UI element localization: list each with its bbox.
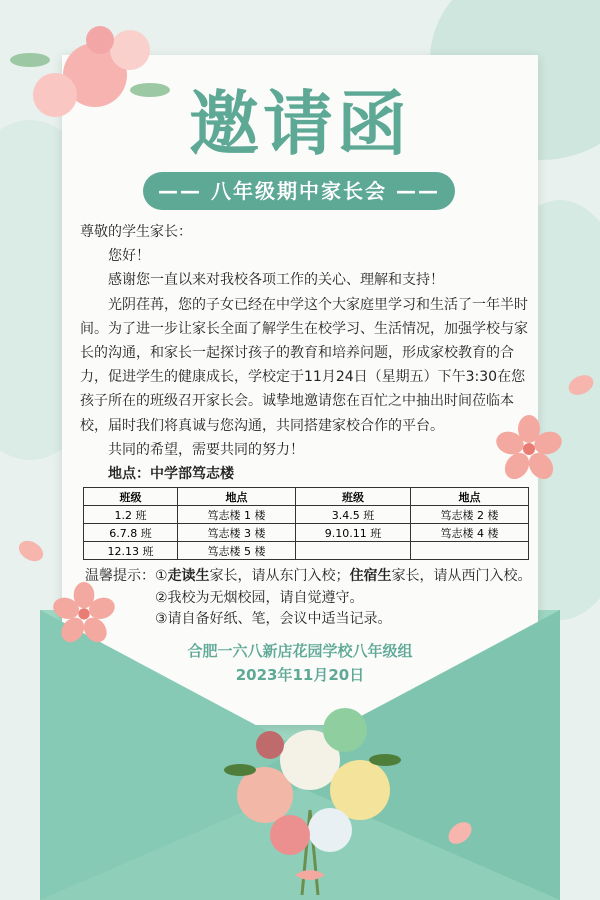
table-header: 地点: [410, 488, 528, 506]
signature: 合肥一六八新店花园学校八年级组: [187, 642, 413, 660]
tip-line-1: [85, 566, 535, 588]
date: 2023年11月20日: [235, 666, 365, 684]
petal-icon: [445, 820, 475, 846]
paragraph: 光阴荏苒，您的子女已经在中学这个大家庭里学习和生活了一年半时间。为了进一步让家长全面了解学生在校学习、生活情况，加强学校与家长的沟通，和家长一起探讨孩子的教育和培养问题，形成家校教育的合力，促进学生的健康成长，学校定于11月24日（星期五）下午3:30在您孩子所在的班级召开家长会。诚挚地邀请您在百忙之中抽出时间莅临本校，届时我们将真诚与您沟通，共同搭建家校合作的平台。: [80, 296, 528, 434]
table-cell: 1.2 班: [84, 506, 178, 524]
tip-emphasis: 走读生: [167, 568, 210, 584]
table-cell: 笃志楼 3 楼: [178, 524, 296, 542]
tip-number: ①: [155, 568, 168, 584]
petal-icon: [566, 372, 596, 398]
subtitle-banner: —— 八年级期中家长会 ——: [143, 172, 455, 210]
greeting: 尊敬的学生家长：: [80, 224, 192, 240]
paragraph: 感谢您一直以来对我校各项工作的关心、理解和支持！: [108, 272, 444, 289]
table-row: [84, 524, 529, 542]
flower-bouquet-icon: [210, 690, 410, 900]
paragraph: 共同的希望，需要共同的努力！: [108, 441, 304, 458]
table-cell: 笃志楼 1 楼: [178, 506, 296, 524]
table-header: 地点: [178, 488, 296, 506]
cherry-blossom-icon: [53, 582, 115, 644]
table-cell: [296, 542, 411, 560]
hello-text: 您好！: [108, 248, 150, 265]
table-cell: 笃志楼 5 楼: [178, 542, 296, 560]
table-cell: [410, 542, 528, 560]
table-row: [84, 542, 529, 560]
flower-cluster-icon: [0, 0, 180, 140]
table-cell: 12.13 班: [84, 542, 178, 560]
table-header: 班级: [84, 488, 178, 506]
tip-text: 家长，请从东门入校；: [209, 568, 350, 584]
table-cell: 9.10.11 班: [296, 524, 411, 542]
tip-text: 家长，请从西门入校。: [391, 568, 532, 584]
table-cell: 笃志楼 2 楼: [410, 506, 528, 524]
location-table: [83, 487, 529, 560]
page-title: 邀请函: [189, 83, 411, 165]
cherry-blossom-icon: [496, 415, 562, 481]
location-text: 地点：中学部笃志楼: [108, 466, 234, 483]
letter-body: [80, 220, 530, 486]
tip-line-2: ②我校为无烟校园，请自觉遵守。: [155, 589, 364, 606]
table-cell: 笃志楼 4 楼: [410, 524, 528, 542]
table-header: 班级: [296, 488, 411, 506]
table-header-row: [84, 488, 529, 506]
tip-emphasis: 住宿生: [349, 568, 392, 584]
table-cell: 3.4.5 班: [296, 506, 411, 524]
petal-icon: [16, 538, 46, 564]
table-row: [84, 506, 529, 524]
tips-label: 温馨提示：: [85, 568, 155, 584]
tip-line-3: ③请自备好纸、笔，会议中适当记录。: [155, 611, 392, 627]
table-cell: 6.7.8 班: [84, 524, 178, 542]
